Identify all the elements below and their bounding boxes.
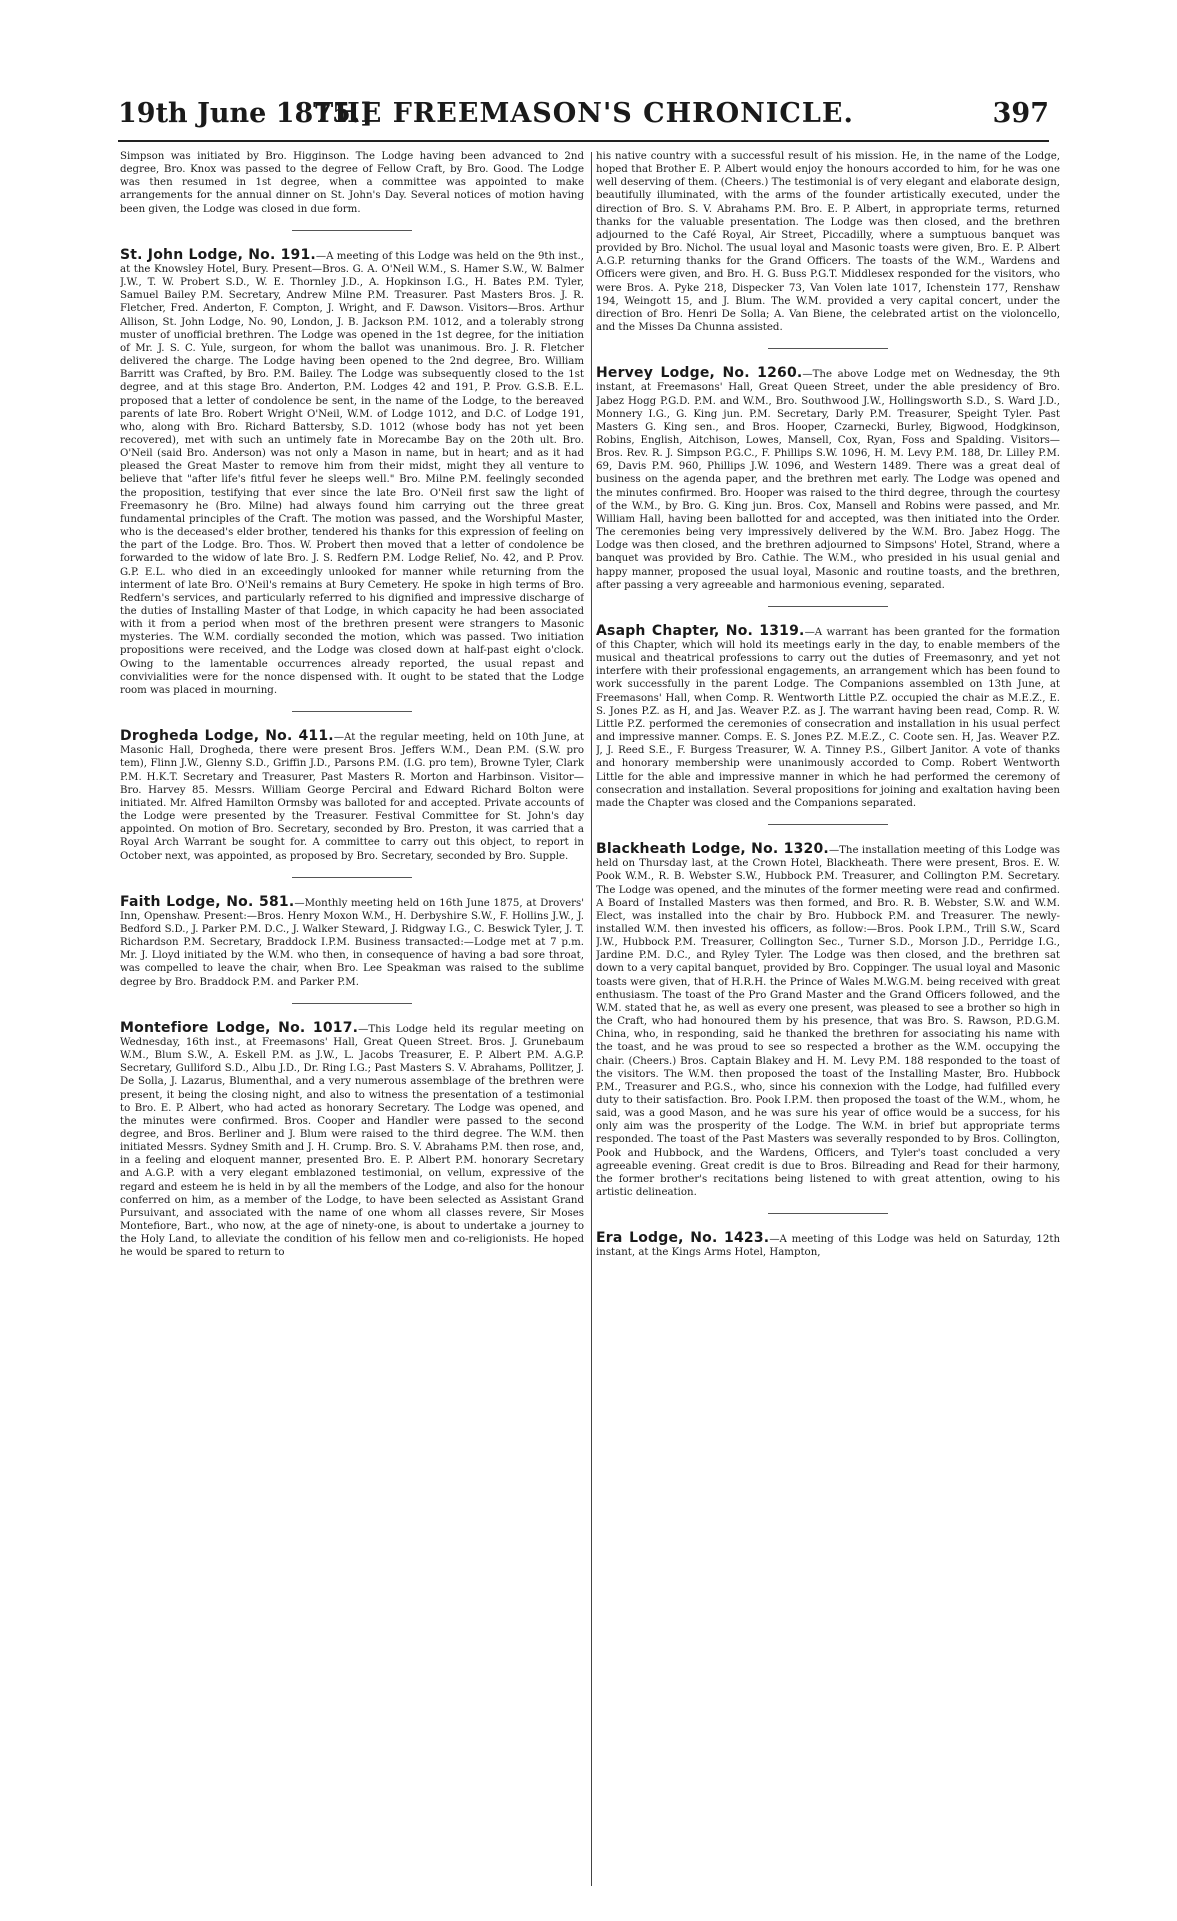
page-header	[118, 98, 1049, 142]
article-asaph-chapter	[596, 622, 1060, 810]
article-era-lodge	[596, 1232, 1060, 1259]
page-number: 397	[992, 98, 1049, 129]
article-heading: Blackheath Lodge, No. 1320.	[596, 841, 829, 858]
article-heading: Asaph Chapter, No. 1319.	[596, 622, 805, 639]
header-rule	[118, 140, 1049, 142]
issue-date: 19th June 1875.]	[118, 98, 374, 129]
article-body: Asaph Chapter, No. 1319.—A warrant has been granted for the formation of this Chapter, which will hold its meetings early in the day, to enable members of the musical and theatrical professions to carry out the duties of Freemasonry, and yet not interfere with their professional engagements, an arrangement which has been found to work successfully in the parent Lodge. The Companions assembled on 13th June, at Freemasons' Hall, when Comp. R. Wentworth Little P.Z. occupied the chair as M.E.Z., E. S. Jones P.Z. as H, and Jas. Weaver P.Z. as J. The warrant having been read, Comp. R. W. Little P.Z. performed the ceremonies of consecration and installation in his usual perfect and impressive manner. Comps. E. S. Jones P.Z. M.E.Z., C. Coote sen. H, Jas. Weaver P.Z. J, J. Reed S.E., F. Burgess Treasurer, W. A. Tinney P.S., Gilbert Janitor. A vote of thanks and honorary membership were unanimously accorded to Comp. Robert Wentworth Little for the able and impressive manner in which he had performed the ceremony of consecration and installation. Several propositions for joining and exaltation having been made the Chapter was closed and the Companions separated.	[596, 622, 1060, 809]
article-body: Drogheda Lodge, No. 411.—At the regular meeting, held on 10th June, at Masonic Hall, Drogheda, there were present Bros. Jeffers W.M., Dean P.M. (S.W. pro tem), Flinn J.W., Glenny S.D., Griffin J.D., Parsons P.M. (I.G. pro tem), Browne Tyler, Clark P.M. H.K.T. Secretary and Treasurer, Past Masters R. Morton and Harbinson. Visitor—Bro. Harvey 85. Messrs. William George Perciral and Edward Richard Bolton were initiated. Mr. Alfred Hamilton Ormsby was balloted for and accepted. Private accounts of the Lodge were presented by the Treasurer. Festival Committee for St. John's day appointed. On motion of Bro. Secretary, seconded by Bro. Preston, it was carried that a Royal Arch Warrant be sought for. A committee to carry out this object, to report in October next, was appointed, as proposed by Bro. Secretary, seconded by Bro. Supple.	[120, 728, 584, 862]
article-hervey-lodge	[596, 367, 1060, 592]
left-column	[120, 150, 584, 1885]
article-body: Simpson was initiated by Bro. Higginson. The Lodge having been advanced to 2nd degree, Bro. Knox was passed to the degree of Fellow Craft, by Bro. Good. The Lodge was then resumed in 1st degree, when a committee was appointed to make arrangements for the annual dinner on St. John's Day. Several notices of motion having been given, the Lodge was closed in due form.	[120, 151, 584, 215]
publication-title: THE FREEMASON'S CHRONICLE.	[313, 98, 854, 129]
article-separator	[768, 1213, 888, 1214]
article-heading: St. John Lodge, No. 191.	[120, 246, 316, 263]
article-separator	[292, 230, 412, 231]
article-st-john-lodge	[120, 246, 584, 697]
article-heading: Montefiore Lodge, No. 1017.	[120, 1019, 359, 1036]
article-separator	[768, 606, 888, 607]
article-separator	[292, 711, 412, 712]
article-blackheath-lodge	[596, 843, 1060, 1199]
article-body: St. John Lodge, No. 191.—A meeting of this Lodge was held on the 9th inst., at the Knowsley Hotel, Bury. Present—Bros. G. A. O'Neil W.M., S. Hamer S.W., W. Balmer J.W., T. W. Probert S.D., W. E. Thornley J.D., A. Hopkinson I.G., H. Bates P.M. Tyler, Samuel Bailey P.M. Secretary, Andrew Milne P.M. Treasurer. Past Masters Bros. J. R. Fletcher, Fred. Anderton, F. Compton, J. Wright, and F. Dawson. Visitors—Bros. Arthur Allison, St. John Lodge, No. 90, London, J. B. Jackson P.M. 1012, and a tolerably strong muster of unofficial brethren. The Lodge was opened in the 1st degree, for the initiation of Mr. J. S. C. Yule, surgeon, for whom the ballot was unanimous. Bro. J. R. Fletcher delivered the charge. The Lodge having been opened to the 2nd degree, Bro. William Barritt was Crafted, by Bro. P.M. Bailey. The Lodge was subsequently closed to the 1st degree, and at this stage Bro. Anderton, P.M. Lodges 42 and 191, P. Prov. G.S.B. E.L. proposed that a letter of condolence be sent, in the name of the Lodge, to the bereaved parents of late Bro. Robert Wright O'Neil, W.M. of Lodge 1012, and D.C. of Lodge 191, who, along with Bro. Richard Battersby, S.D. 1012 (whose body has not yet been recovered), met with such an untimely fate in Morecambe Bay on the 20th ult. Bro. O'Neil (said Bro. Anderson) was not only a Mason in name, but in heart; and as it had pleased the Great Master to remove him from their midst, might they all venture to believe that "after life's fitful fever he sleeps well." Bro. Milne P.M. feelingly seconded the proposition, testifying that ever since the late Bro. O'Neil first saw the light of Freemasonry he (Bro. Milne) had always found him carrying out the three great fundamental principles of the Craft. The motion was passed, and the Worshipful Master, who is the deceased's elder brother, tendered his thanks for this expression of feeling on the part of the Lodge. Bro. Thos. W. Probert then moved that a letter of condolence be forwarded to the widow of late Bro. J. S. Redfern P.M. Lodge Relief, No. 42, and P. Prov. G.P. E.L. who died in an exceedingly unlooked for manner while returning from the interment of late Bro. O'Neil's remains at Bury Cemetery. He spoke in high terms of Bro. Redfern's services, and particularly referred to his dignified and impressive discharge of the duties of Installing Master of that Lodge, in which capacity he had been associated with it from a period when most of the brethren present were strangers to Masonic mysteries. The W.M. cordially seconded the motion, which was passed. Two initiation propositions were received, and the Lodge was closed down at half-past eight o'clock. Owing to the lamentable occurrences already reported, the usual repast and convivialities were for the nonce dispensed with. It ought to be stated that the Lodge room was placed in mourning.	[120, 246, 584, 696]
article-body: Blackheath Lodge, No. 1320.—The installation meeting of this Lodge was held on Thursday last, at the Crown Hotel, Blackheath. There were present, Bros. E. W. Pook W.M., R. B. Webster S.W., Hubbock P.M. Treasurer, and Collington P.M. Secretary. The Lodge was opened, and the minutes of the former meeting were read and confirmed. A Board of Installed Masters was then formed, and Bro. R. B. Webster, S.W. and W.M. Elect, was installed into the chair by Bro. Hubbock P.M. and Treasurer. The newly-installed W.M. then invested his officers, as follow:—Bros. Pook I.P.M., Trill S.W., Scard J.W., Hubbock P.M. Treasurer, Collington Sec., Turner S.D., Morson J.D., Perridge I.G., Jardine P.M. D.C., and Ryley Tyler. The Lodge was then closed, and the brethren sat down to a very capital banquet, provided by Bro. Coppinger. The usual loyal and Masonic toasts were given, that of H.R.H. the Prince of Wales M.W.G.M. being received with great enthusiasm. The toast of the Pro Grand Master and the Grand Officers followed, and the W.M. stated that he, as well as every one present, was pleased to see a brother so high in the Craft, who had honoured them by his presence, that was Bro. S. Rawson, P.D.G.M. China, who, in responding, said he thanked the brethren for associating his name with the toast, and he was proud to see so respected a brother as the W.M. occupying the chair. (Cheers.) Bros. Captain Blakey and H. M. Levy P.M. 188 responded to the toast of the visitors. The W.M. then proposed the toast of the Installing Master, Bro. Hubbock P.M., Treasurer and P.G.S., who, since his connexion with the Lodge, had fulfilled every duty to their satisfaction. Bro. Pook I.P.M. then proposed the toast of the W.M., whom, he said, was a good Mason, and he was sure his year of office would be a success, for his only aim was the prosperity of the Lodge. The W.M. in brief but appropriate terms responded. The toast of the Past Masters was severally responded to by Bros. Collington, Pook and Hubbock, and the Wardens, Officers, and Tyler's toast concluded a very agreeable evening. Great credit is due to Bros. Bilreading and Read for their harmony, the former brother's recitations being listened to with great attention, owing to his artistic delineation.	[596, 841, 1060, 1199]
article-separator	[292, 1003, 412, 1004]
article-heading: Drogheda Lodge, No. 411.	[120, 728, 334, 745]
article-body: Faith Lodge, No. 581.—Monthly meeting held on 16th June 1875, at Drovers' Inn, Openshaw. Present:—Bros. Henry Moxon W.M., H. Derbyshire S.W., F. Hollins J.W., J. Bedford S.D., J. Parker P.M. D.C., J. Walker Steward, J. Ridgway I.G., C. Beswick Tyler, J. T. Richardson P.M. Secretary, Braddock I.P.M. Business transacted:—Lodge met at 7 p.m. Mr. J. Lloyd initiated by the W.M. who then, in consequence of having a bad sore throat, was compelled to leave the chair, when Bro. Lee Speakman was raised to the sublime degree by Bro. Braddock P.M. and Parker P.M.	[120, 893, 584, 988]
article-body: his native country with a successful result of his mission. He, in the name of the Lodge, hoped that Brother E. P. Albert would enjoy the honours accorded to him, for he was one well deserving of them. (Cheers.) The testimonial is of very elegant and elaborate design, beautifully illuminated, with the arms of the founder artistically executed, under the direction of Bro. S. V. Abrahams P.M. Bro. E. P. Albert, in appropriate terms, returned thanks for the valuable presentation. The Lodge was then closed, and the brethren adjourned to the Café Royal, Air Street, Piccadilly, where a sumptuous banquet was provided by Bro. Nichol. The usual loyal and Masonic toasts were given, Bro. E. P. Albert A.G.P. returning thanks for the Grand Officers. The toasts of the W.M., Wardens and Officers were given, and Bro. H. G. Buss P.G.T. Middlesex responded for the visitors, who were Bros. A. Pyke 218, Dispecker 73, Van Volen late 1017, Ichenstein 177, Renshaw 194, Weingott 15, and J. Blum. The W.M. provided a very capital concert, under the direction of Bro. Henri De Solla; A. Van Biene, the celebrated artist on the violoncello, and the Misses Da Chunna assisted.	[596, 151, 1060, 334]
article-continued	[596, 150, 1060, 334]
right-column	[596, 150, 1060, 1885]
article-heading: Era Lodge, No. 1423.	[596, 1230, 770, 1247]
article-continued	[120, 150, 584, 216]
article-separator	[768, 348, 888, 349]
article-heading: Faith Lodge, No. 581.	[120, 893, 295, 910]
article-body: Montefiore Lodge, No. 1017.—This Lodge held its regular meeting on Wednesday, 16th inst., at Freemasons' Hall, Great Queen Street. Bros. J. Grunebaum W.M., Blum S.W., A. Eskell P.M. as J.W., L. Jacobs Treasurer, E. P. Albert P.M. A.G.P. Secretary, Gulliford S.D., Albu J.D., Dr. Ring I.G.; Past Masters S. V. Abrahams, Pollitzer, J. De Solla, J. Lazarus, Blumenthal, and a very numerous assemblage of the brethren were present, it being the closing night, and also to witness the presentation of a testimonial to Bro. E. P. Albert, who had acted as honorary Secretary. The Lodge was opened, and the minutes were confirmed. Bros. Cooper and Handler were passed to the second degree, and Bros. Berliner and J. Blum were raised to the third degree. The W.M. then initiated Messrs. Sydney Smith and J. H. Crump. Bro. S. V. Abrahams P.M. then rose, and, in a feeling and eloquent manner, presented Bro. E. P. Albert P.M. honorary Secretary and A.G.P. with a very elegant emblazoned testimonial, on vellum, expressive of the regard and esteem he is held in by all the members of the Lodge, and also for the honour conferred on him, as a member of the Lodge, to have been selected as Assistant Grand Pursuivant, and associated with the name of one whom all classes revere, Sir Moses Montefiore, Bart., who now, at the age of ninety-one, is about to undertake a journey to the Holy Land, to alleviate the condition of his fellow men and co-religionists. He hoped he would be spared to return to	[120, 1019, 584, 1259]
article-heading: Hervey Lodge, No. 1260.	[596, 365, 803, 382]
article-drogheda-lodge	[120, 730, 584, 863]
article-montefiore-lodge	[120, 1019, 584, 1260]
article-separator	[768, 824, 888, 825]
article-faith-lodge	[120, 893, 584, 989]
column-divider	[591, 152, 592, 1886]
article-body: Hervey Lodge, No. 1260.—The above Lodge met on Wednesday, the 9th instant, at Freemasons' Hall, Great Queen Street, under the able presidency of Bro. Jabez Hogg P.G.D. P.M. and W.M., Bro. Southwood J.W., Hollingsworth S.D., S. Ward J.D., Monnery I.G., G. King jun. P.M. Secretary, Darly P.M. Treasurer, Speight Tyler. Past Masters G. King sen., and Bros. Hooper, Czarnecki, Burley, Bigwood, Hodgkinson, Robins, English, Aitchison, Lowes, Mansell, Cox, Ryan, Foss and Spalding. Visitors—Bros. Rev. R. J. Simpson P.G.C., F. Phillips S.W. 1096, H. M. Levy P.M. 188, Dr. Lilley P.M. 69, Davis P.M. 960, Phillips J.W. 1096, and Western 1489. There was a great deal of business on the agenda paper, and the brethren met early. The Lodge was opened and the minutes confirmed. Bro. Hooper was raised to the third degree, through the courtesy of the W.M., by Bro. G. King jun. Bros. Cox, Mansell and Robins were passed, and Mr. William Hall, having been ballotted for and accepted, was then initiated into the Order. The ceremonies being very impressively delivered by the W.M. Bro. Jabez Hogg. The Lodge was then closed, and the brethren adjourned to Simpsons' Hotel, Strand, where a banquet was provided by Bro. Cathie. The W.M., who presided in his usual genial and happy manner, proposed the usual loyal, Masonic and routine toasts, and the brethren, after passing a very agreeable and harmonious evening, separated.	[596, 365, 1060, 591]
article-body: Era Lodge, No. 1423.—A meeting of this Lodge was held on Saturday, 12th instant, at the Kings Arms Hotel, Hampton,	[596, 1230, 1060, 1259]
article-separator	[292, 877, 412, 878]
